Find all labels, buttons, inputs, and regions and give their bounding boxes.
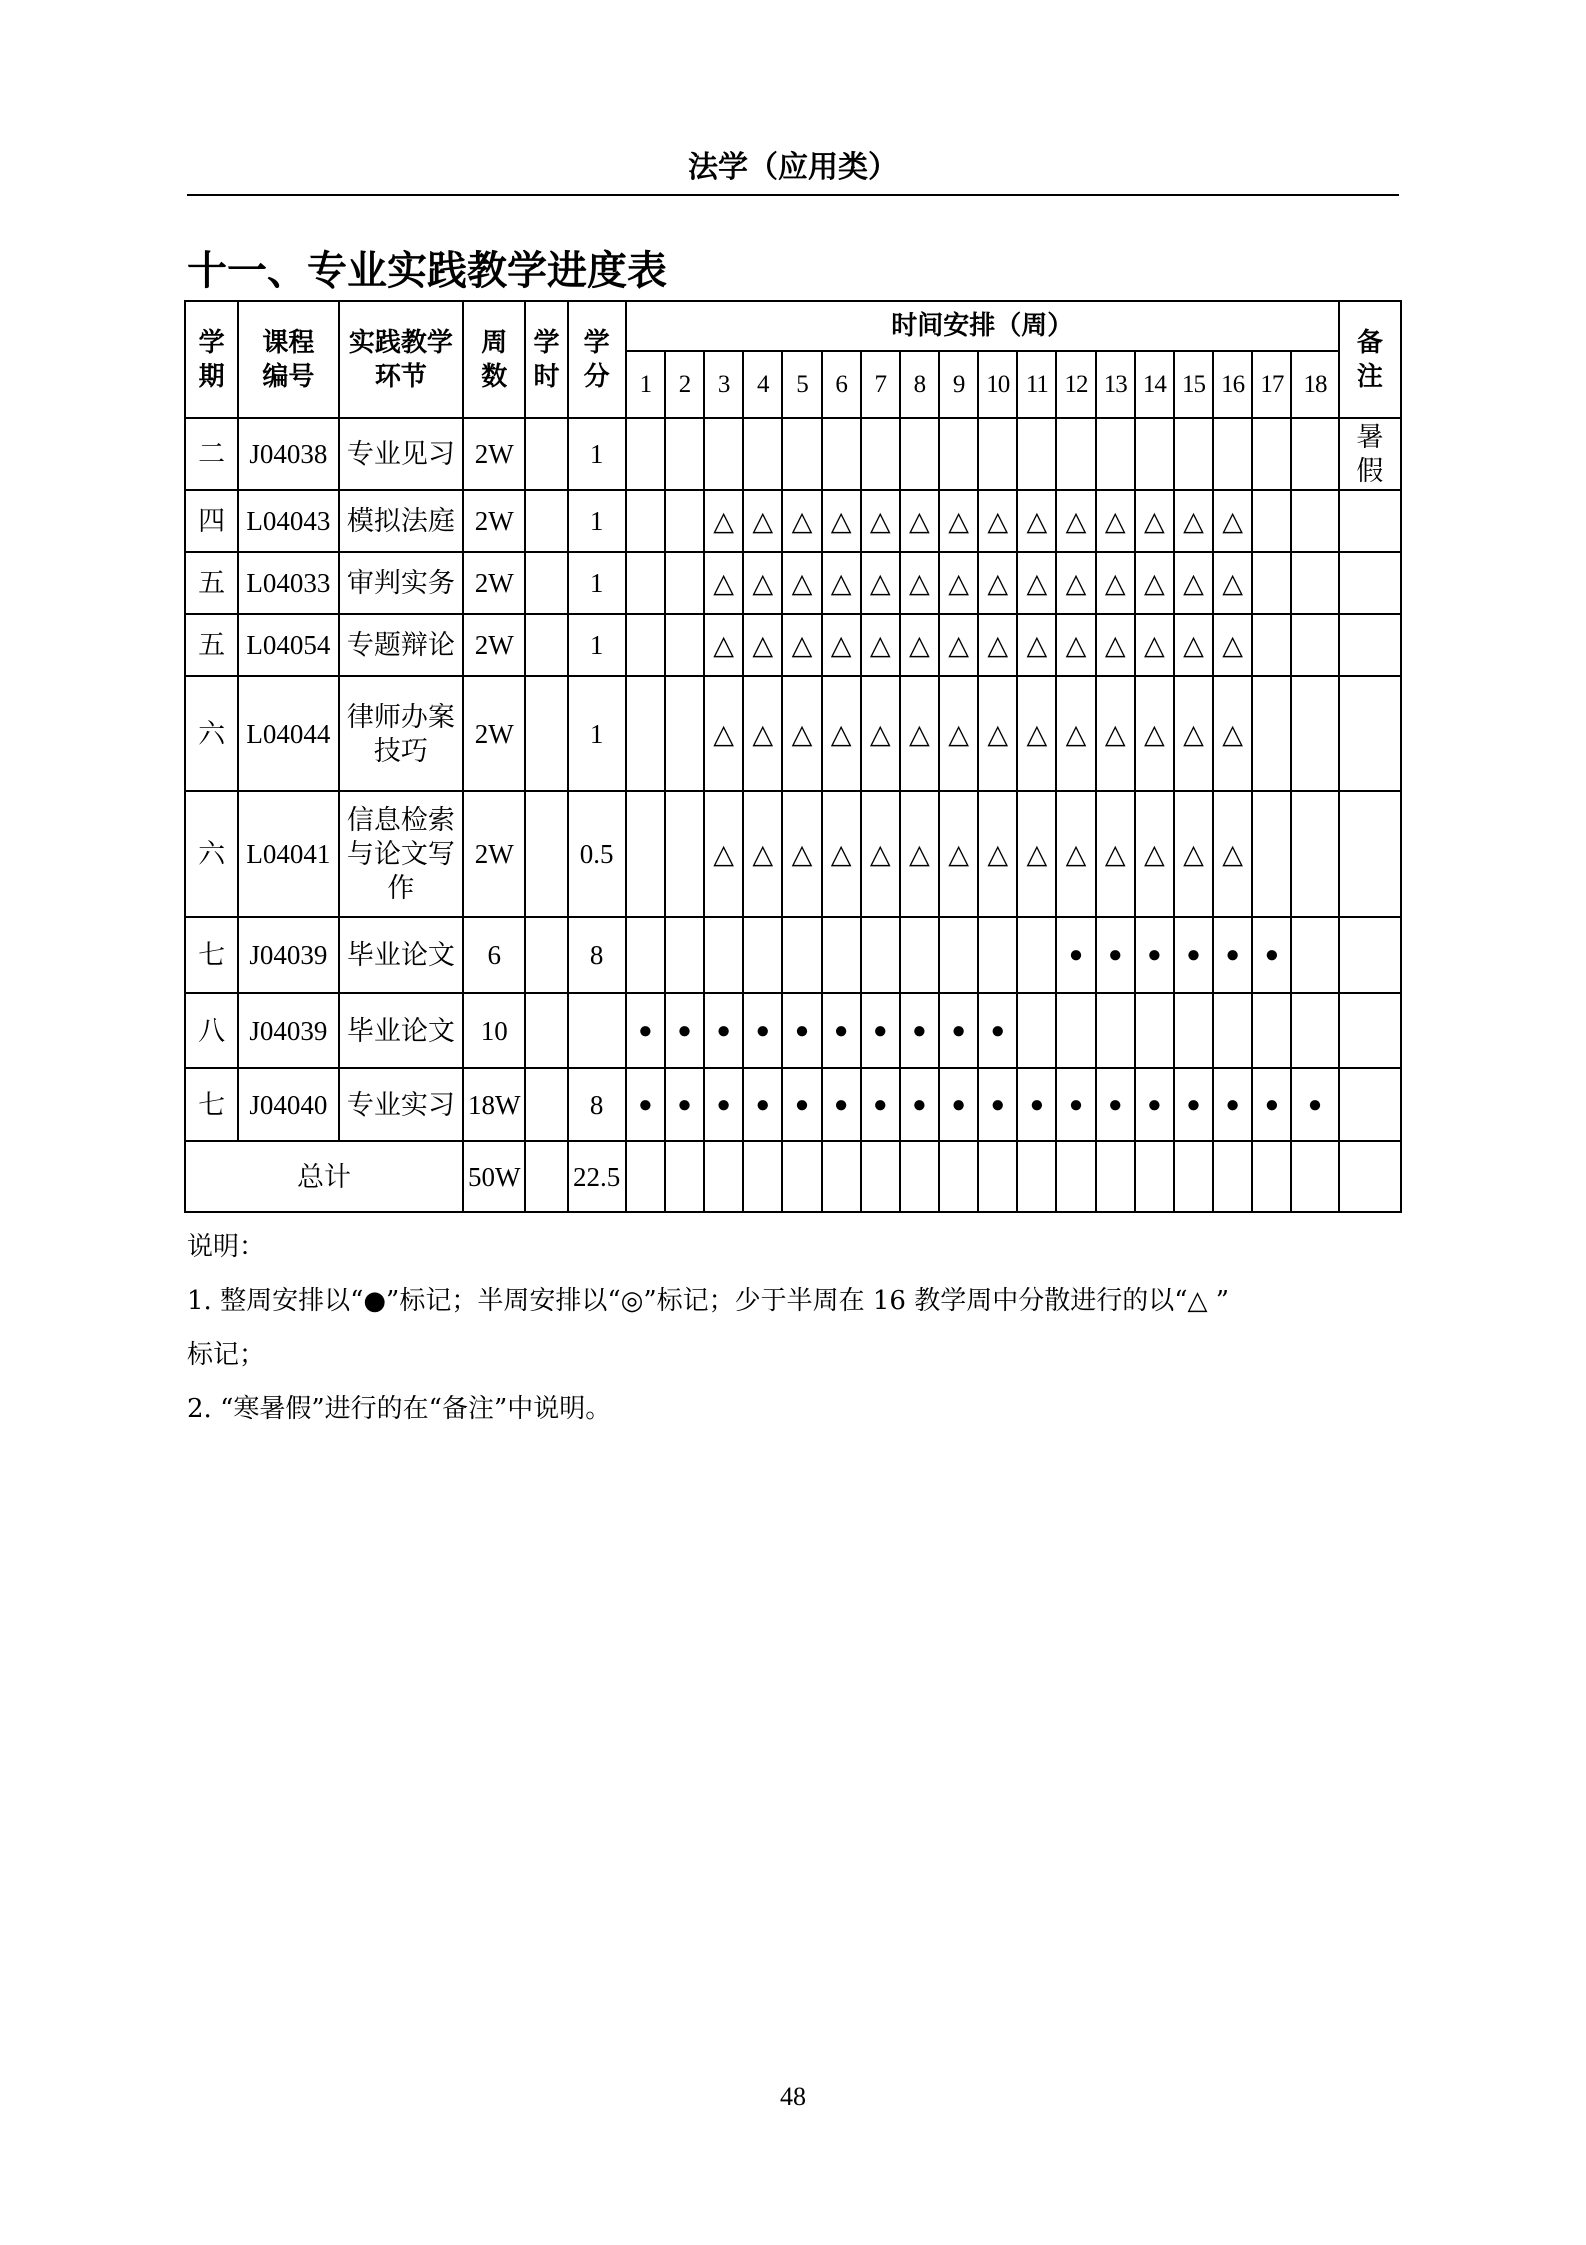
week-mark <box>1135 418 1174 490</box>
week-mark: △ <box>1213 490 1252 552</box>
row-course-code: J04039 <box>238 993 338 1068</box>
week-mark: ● <box>704 1068 743 1141</box>
week-mark: ● <box>861 993 900 1068</box>
week-mark <box>1252 490 1291 552</box>
week-mark: △ <box>1213 614 1252 676</box>
week-mark <box>1252 418 1291 490</box>
row-practice-name: 律师办案技巧 <box>339 676 464 791</box>
row-hours <box>525 1068 567 1141</box>
week-mark <box>626 552 665 614</box>
header-schedule: 时间安排（周） <box>626 301 1339 351</box>
week-mark: ● <box>665 1068 704 1141</box>
week-mark: ● <box>822 993 861 1068</box>
row-practice-name: 审判实务 <box>339 552 464 614</box>
row-course-code: L04043 <box>238 490 338 552</box>
row-weeks: 2W <box>463 614 525 676</box>
week-mark: ● <box>1017 1068 1056 1141</box>
week-mark: △ <box>861 676 900 791</box>
row-credits: 8 <box>568 1068 626 1141</box>
row-remark <box>1339 614 1401 676</box>
week-mark: △ <box>1213 791 1252 917</box>
week-mark: △ <box>900 676 939 791</box>
week-mark: ● <box>1135 1068 1174 1141</box>
week-mark <box>1291 791 1338 917</box>
running-header: 法学（应用类） <box>688 150 898 185</box>
week-mark: △ <box>743 676 782 791</box>
week-mark <box>1252 552 1291 614</box>
week-mark: ● <box>1096 1068 1135 1141</box>
week-mark: ● <box>782 993 821 1068</box>
row-weeks: 2W <box>463 490 525 552</box>
row-weeks: 10 <box>463 993 525 1068</box>
week-mark: △ <box>861 552 900 614</box>
row-practice-name: 专题辩论 <box>339 614 464 676</box>
row-credits: 0.5 <box>568 791 626 917</box>
week-mark: △ <box>704 791 743 917</box>
week-mark: ● <box>1213 1068 1252 1141</box>
week-mark: △ <box>704 676 743 791</box>
week-mark <box>1291 552 1338 614</box>
week-mark <box>1291 917 1338 993</box>
row-semester: 七 <box>185 1068 238 1141</box>
table-row <box>185 676 1401 791</box>
week-mark: △ <box>743 614 782 676</box>
week-mark: ● <box>978 993 1017 1068</box>
week-mark <box>1252 614 1291 676</box>
row-semester: 六 <box>185 676 238 791</box>
week-mark: △ <box>978 676 1017 791</box>
week-number: 3 <box>704 351 743 418</box>
row-hours <box>525 552 567 614</box>
row-course-code: L04041 <box>238 791 338 917</box>
total-credits: 22.5 <box>568 1141 626 1212</box>
week-mark: ● <box>626 993 665 1068</box>
week-number: 9 <box>939 351 978 418</box>
week-mark: △ <box>1174 552 1213 614</box>
week-mark: ● <box>822 1068 861 1141</box>
week-mark <box>978 418 1017 490</box>
table-row <box>185 490 1401 552</box>
table-row <box>185 993 1401 1068</box>
week-mark: △ <box>861 490 900 552</box>
week-mark <box>1213 418 1252 490</box>
week-mark <box>743 418 782 490</box>
week-mark: △ <box>782 676 821 791</box>
row-remark <box>1339 676 1401 791</box>
week-mark: △ <box>978 614 1017 676</box>
week-mark: △ <box>1174 490 1213 552</box>
row-weeks: 2W <box>463 552 525 614</box>
week-mark: △ <box>1135 490 1174 552</box>
row-semester: 二 <box>185 418 238 490</box>
notes-item-1-line-1: 1. 整周安排以“●”标记；半周安排以“◎”标记；少于半周在 16 教学周中分散进行的以“△ ” <box>187 1286 1230 1316</box>
week-mark: △ <box>939 490 978 552</box>
week-mark <box>822 418 861 490</box>
week-mark <box>665 418 704 490</box>
week-mark: △ <box>782 490 821 552</box>
table-row <box>185 791 1401 917</box>
week-number: 4 <box>743 351 782 418</box>
week-mark: △ <box>1174 791 1213 917</box>
header-hours: 学时 <box>525 301 567 418</box>
week-number: 11 <box>1017 351 1056 418</box>
week-mark: △ <box>1096 614 1135 676</box>
row-course-code: J04038 <box>238 418 338 490</box>
week-mark <box>978 917 1017 993</box>
week-number: 16 <box>1213 351 1252 418</box>
row-semester: 五 <box>185 552 238 614</box>
week-mark: △ <box>1135 614 1174 676</box>
week-mark: △ <box>939 552 978 614</box>
week-mark: ● <box>1213 917 1252 993</box>
week-mark: △ <box>1096 490 1135 552</box>
week-mark: △ <box>1213 676 1252 791</box>
week-mark <box>626 614 665 676</box>
week-mark: △ <box>900 490 939 552</box>
week-mark: ● <box>861 1068 900 1141</box>
row-course-code: J04039 <box>238 917 338 993</box>
week-mark <box>665 917 704 993</box>
week-mark: ● <box>1291 1068 1338 1141</box>
week-mark: ● <box>782 1068 821 1141</box>
week-mark <box>1252 993 1291 1068</box>
week-mark: △ <box>704 614 743 676</box>
week-mark <box>1252 676 1291 791</box>
week-mark: ● <box>743 1068 782 1141</box>
row-course-code: L04044 <box>238 676 338 791</box>
row-weeks: 18W <box>463 1068 525 1141</box>
week-mark <box>1291 676 1338 791</box>
week-mark: △ <box>1056 614 1095 676</box>
week-mark: △ <box>900 791 939 917</box>
week-number: 12 <box>1056 351 1095 418</box>
week-mark: △ <box>939 614 978 676</box>
week-mark: ● <box>1174 1068 1213 1141</box>
week-mark <box>1291 993 1338 1068</box>
week-mark <box>626 676 665 791</box>
week-mark: ● <box>978 1068 1017 1141</box>
row-semester: 七 <box>185 917 238 993</box>
table-row <box>185 552 1401 614</box>
week-mark <box>1056 418 1095 490</box>
week-mark <box>626 917 665 993</box>
row-remark <box>1339 1068 1401 1141</box>
practice-schedule-table <box>184 300 1402 1213</box>
week-mark: △ <box>861 614 900 676</box>
week-mark <box>1017 993 1056 1068</box>
header-rule <box>187 194 1399 196</box>
week-mark: △ <box>900 614 939 676</box>
week-mark: △ <box>1174 614 1213 676</box>
total-label: 总计 <box>185 1141 463 1212</box>
row-remark <box>1339 993 1401 1068</box>
week-mark: △ <box>1135 791 1174 917</box>
week-number: 15 <box>1174 351 1213 418</box>
week-mark: ● <box>1096 917 1135 993</box>
week-mark <box>1096 418 1135 490</box>
week-mark: △ <box>1135 552 1174 614</box>
notes-item-2: 2. “寒暑假”进行的在“备注”中说明。 <box>187 1394 612 1424</box>
week-mark <box>1252 791 1291 917</box>
week-mark: ● <box>626 1068 665 1141</box>
week-mark: ● <box>743 993 782 1068</box>
row-remark: 暑假 <box>1339 418 1401 490</box>
week-mark: ● <box>1056 1068 1095 1141</box>
section-title: 十一、专业实践教学进度表 <box>187 248 667 294</box>
row-hours <box>525 418 567 490</box>
total-hours <box>525 1141 567 1212</box>
row-semester: 八 <box>185 993 238 1068</box>
week-mark: △ <box>704 490 743 552</box>
table-row <box>185 1068 1401 1141</box>
week-mark <box>665 552 704 614</box>
week-mark: ● <box>1135 917 1174 993</box>
week-mark <box>782 418 821 490</box>
row-credits: 1 <box>568 676 626 791</box>
row-weeks: 2W <box>463 676 525 791</box>
week-mark: ● <box>1252 917 1291 993</box>
week-mark: ● <box>1252 1068 1291 1141</box>
notes-item-1-line-2: 标记； <box>187 1340 266 1370</box>
table-footer <box>185 1141 1401 1212</box>
week-mark: △ <box>1017 552 1056 614</box>
week-mark: ● <box>1174 917 1213 993</box>
row-hours <box>525 676 567 791</box>
week-mark <box>1291 418 1338 490</box>
week-mark <box>1174 993 1213 1068</box>
week-mark: △ <box>822 676 861 791</box>
week-mark <box>665 614 704 676</box>
header-practice-link: 实践教学环节 <box>339 301 464 418</box>
row-practice-name: 毕业论文 <box>339 917 464 993</box>
week-number: 6 <box>822 351 861 418</box>
row-credits <box>568 993 626 1068</box>
page-number: 48 <box>780 2082 806 2111</box>
week-mark: △ <box>822 552 861 614</box>
week-mark <box>704 917 743 993</box>
week-mark: ● <box>900 1068 939 1141</box>
week-mark: △ <box>1174 676 1213 791</box>
row-credits: 8 <box>568 917 626 993</box>
row-weeks: 2W <box>463 418 525 490</box>
table-body <box>185 418 1401 1141</box>
row-semester: 五 <box>185 614 238 676</box>
week-mark <box>939 418 978 490</box>
notes <box>187 1220 1402 1436</box>
week-mark: △ <box>978 552 1017 614</box>
week-mark: ● <box>665 993 704 1068</box>
week-mark <box>665 490 704 552</box>
week-number: 14 <box>1135 351 1174 418</box>
week-mark: △ <box>861 791 900 917</box>
row-course-code: L04054 <box>238 614 338 676</box>
row-credits: 1 <box>568 418 626 490</box>
week-mark: △ <box>1056 676 1095 791</box>
week-mark <box>665 791 704 917</box>
week-mark <box>1096 993 1135 1068</box>
week-mark <box>626 791 665 917</box>
row-practice-name: 模拟法庭 <box>339 490 464 552</box>
row-weeks: 2W <box>463 791 525 917</box>
week-mark: ● <box>1056 917 1095 993</box>
week-mark: ● <box>939 1068 978 1141</box>
total-weeks: 50W <box>463 1141 525 1212</box>
week-mark <box>743 917 782 993</box>
row-remark <box>1339 791 1401 917</box>
row-hours <box>525 490 567 552</box>
row-course-code: L04033 <box>238 552 338 614</box>
header-credits: 学分 <box>568 301 626 418</box>
header-course-code: 课程编号 <box>238 301 338 418</box>
week-number: 1 <box>626 351 665 418</box>
week-mark: △ <box>1135 676 1174 791</box>
table-row <box>185 418 1401 490</box>
week-mark <box>1017 917 1056 993</box>
week-mark: △ <box>939 791 978 917</box>
week-mark: △ <box>782 791 821 917</box>
row-hours <box>525 993 567 1068</box>
week-mark: ● <box>939 993 978 1068</box>
header-semester: 学期 <box>185 301 238 418</box>
week-mark <box>861 418 900 490</box>
week-mark <box>939 917 978 993</box>
week-mark <box>900 418 939 490</box>
week-mark: △ <box>1096 791 1135 917</box>
week-mark: △ <box>978 490 1017 552</box>
week-mark: △ <box>822 614 861 676</box>
week-mark <box>1291 614 1338 676</box>
week-mark: △ <box>939 676 978 791</box>
row-credits: 1 <box>568 614 626 676</box>
week-number: 10 <box>978 351 1017 418</box>
week-mark <box>626 418 665 490</box>
week-number: 18 <box>1291 351 1338 418</box>
week-mark <box>1213 993 1252 1068</box>
week-mark <box>822 917 861 993</box>
week-mark: △ <box>743 490 782 552</box>
week-mark <box>900 917 939 993</box>
week-mark: △ <box>782 614 821 676</box>
week-mark: △ <box>743 552 782 614</box>
row-remark <box>1339 917 1401 993</box>
row-remark <box>1339 552 1401 614</box>
row-weeks: 6 <box>463 917 525 993</box>
week-mark <box>665 676 704 791</box>
week-number: 5 <box>782 351 821 418</box>
week-mark: △ <box>743 791 782 917</box>
week-mark: △ <box>822 490 861 552</box>
week-mark: △ <box>1056 552 1095 614</box>
notes-heading: 说明： <box>187 1232 266 1262</box>
row-practice-name: 专业见习 <box>339 418 464 490</box>
week-mark: △ <box>1096 676 1135 791</box>
row-credits: 1 <box>568 552 626 614</box>
week-mark: △ <box>1213 552 1252 614</box>
week-mark <box>704 418 743 490</box>
week-mark: △ <box>1056 791 1095 917</box>
table-row <box>185 614 1401 676</box>
week-mark: △ <box>978 791 1017 917</box>
header-weeks: 周数 <box>463 301 525 418</box>
row-credits: 1 <box>568 490 626 552</box>
week-mark <box>1056 993 1095 1068</box>
week-mark <box>1174 418 1213 490</box>
week-mark: △ <box>822 791 861 917</box>
header-remarks: 备注 <box>1339 301 1401 418</box>
week-mark: △ <box>704 552 743 614</box>
week-mark: △ <box>1056 490 1095 552</box>
total-row <box>185 1141 1401 1212</box>
table-header <box>185 301 1401 418</box>
row-remark <box>1339 490 1401 552</box>
week-mark: △ <box>1096 552 1135 614</box>
week-mark <box>861 917 900 993</box>
week-mark: △ <box>1017 676 1056 791</box>
week-mark: △ <box>1017 791 1056 917</box>
week-number: 13 <box>1096 351 1135 418</box>
week-mark: ● <box>704 993 743 1068</box>
row-practice-name: 信息检索与论文写作 <box>339 791 464 917</box>
row-hours <box>525 917 567 993</box>
row-hours <box>525 614 567 676</box>
row-semester: 四 <box>185 490 238 552</box>
week-mark: △ <box>1017 490 1056 552</box>
week-mark <box>1135 993 1174 1068</box>
week-mark: △ <box>900 552 939 614</box>
week-mark <box>1291 490 1338 552</box>
week-number: 8 <box>900 351 939 418</box>
table-row <box>185 917 1401 993</box>
row-practice-name: 毕业论文 <box>339 993 464 1068</box>
week-mark <box>782 917 821 993</box>
row-semester: 六 <box>185 791 238 917</box>
week-number: 7 <box>861 351 900 418</box>
row-practice-name: 专业实习 <box>339 1068 464 1141</box>
row-course-code: J04040 <box>238 1068 338 1141</box>
week-mark: ● <box>900 993 939 1068</box>
week-number: 17 <box>1252 351 1291 418</box>
week-mark: △ <box>782 552 821 614</box>
row-hours <box>525 791 567 917</box>
week-mark: △ <box>1017 614 1056 676</box>
week-number: 2 <box>665 351 704 418</box>
week-mark <box>626 490 665 552</box>
week-mark <box>1017 418 1056 490</box>
